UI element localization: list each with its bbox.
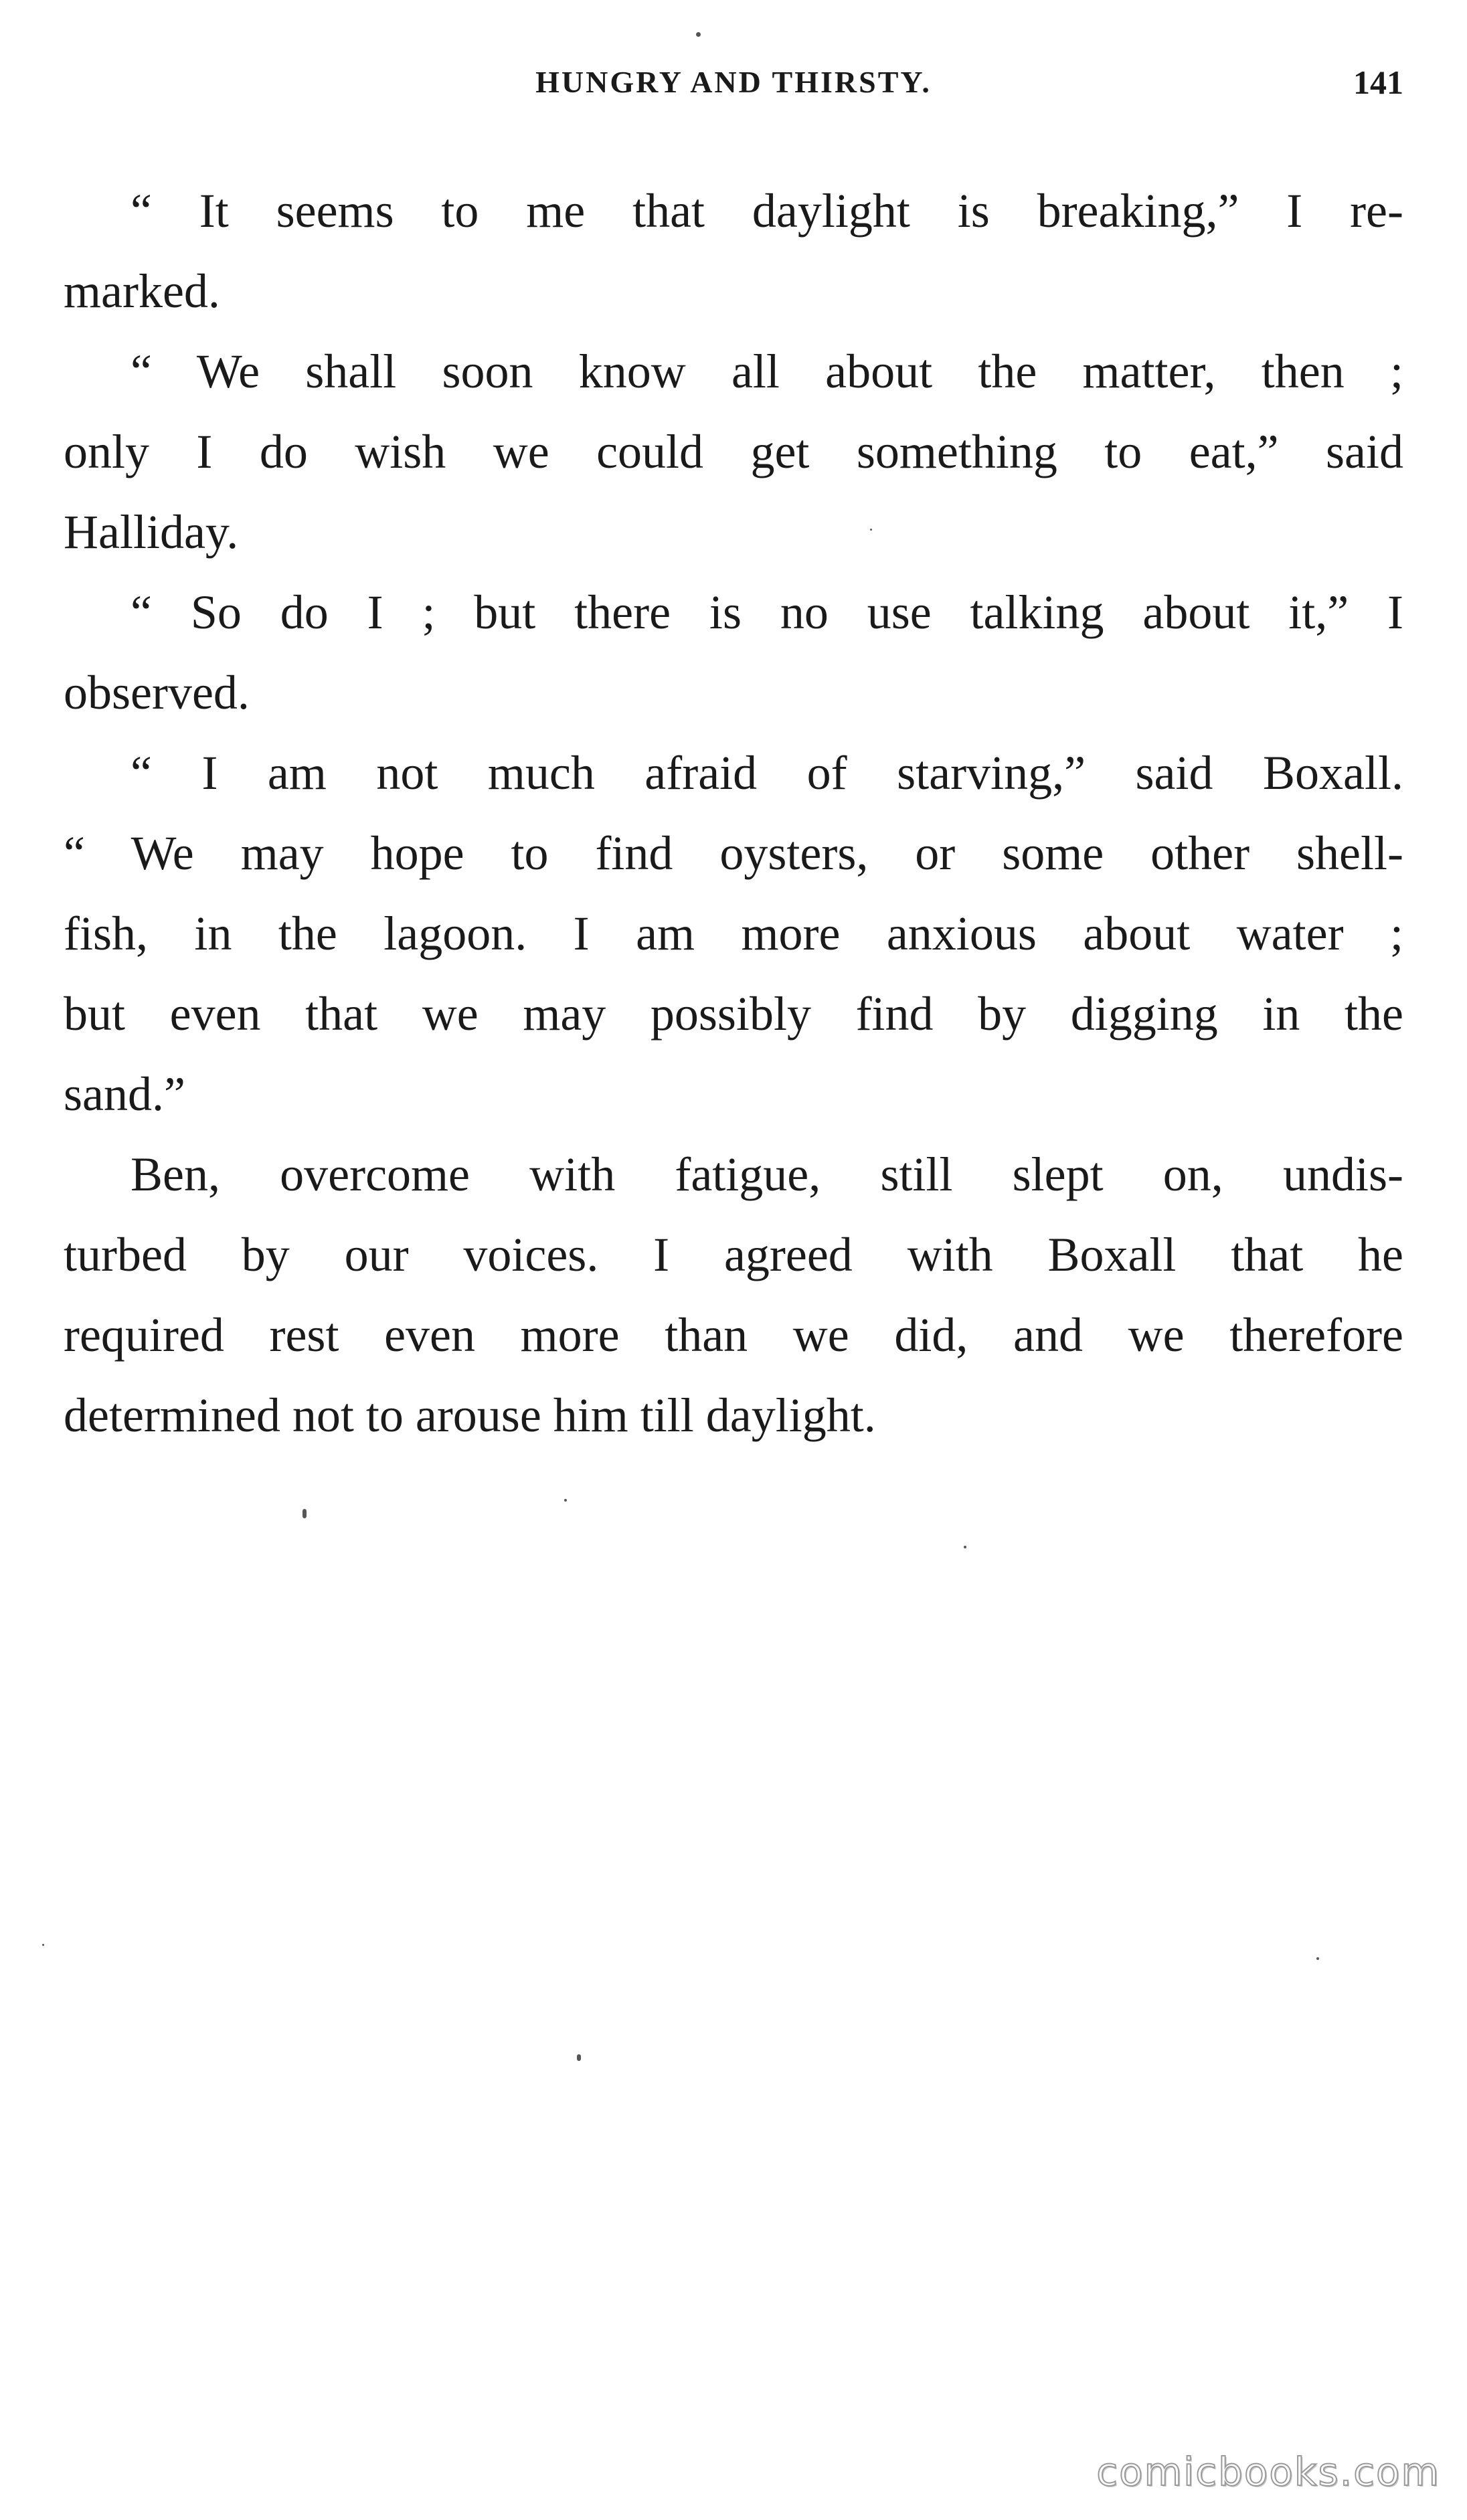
text-line: turbed by our voices. I agreed with Boxall that he <box>64 1228 1403 1281</box>
text-line: Ben, overcome with fatigue, still slept on, undis- <box>131 1148 1403 1201</box>
text-line: “ We shall soon know all about the matter, then ; <box>131 345 1403 398</box>
text-line: sand.” <box>64 1067 185 1121</box>
print-speck <box>696 32 701 37</box>
watermark: comicbooks.com <box>1096 2449 1440 2495</box>
text-line: only I do wish we could get something to eat,” said <box>64 425 1403 478</box>
paragraph-1 <box>64 171 1403 331</box>
running-title: HUNGRY AND THIRSTY. <box>535 65 932 99</box>
print-speck <box>42 1944 44 1946</box>
print-speck <box>1316 1957 1319 1960</box>
print-speck <box>577 2054 581 2061</box>
text-line: “ I am not much afraid of starving,” said Boxall. <box>131 746 1403 800</box>
text-line: “ It seems to me that daylight is breaking,” I re- <box>131 184 1403 238</box>
text-line: “ So do I ; but there is no use talking about it,” I <box>131 586 1403 639</box>
paragraph-3 <box>64 572 1403 733</box>
text-line: required rest even more than we did, and we therefore <box>64 1308 1403 1362</box>
text-line: observed. <box>64 666 250 719</box>
paragraph-4 <box>64 733 1403 1134</box>
text-line: fish, in the lagoon. I am more anxious about water ; <box>64 907 1403 960</box>
body-text <box>64 171 1403 1455</box>
text-line: “ We may hope to find oysters, or some other shell- <box>64 826 1403 880</box>
paragraph-5 <box>64 1134 1403 1455</box>
text-line: marked. <box>64 264 220 318</box>
text-line: determined not to arouse him till daylight. <box>64 1388 876 1442</box>
print-speck <box>564 1499 567 1502</box>
print-speck <box>870 529 872 531</box>
paragraph-2 <box>64 331 1403 572</box>
page-number: 141 <box>1353 64 1403 101</box>
print-speck <box>964 1546 966 1548</box>
running-head <box>64 59 1403 106</box>
print-speck <box>303 1509 307 1518</box>
text-line: but even that we may possibly find by digging in the <box>64 987 1403 1041</box>
text-line: Halliday. <box>64 505 239 559</box>
